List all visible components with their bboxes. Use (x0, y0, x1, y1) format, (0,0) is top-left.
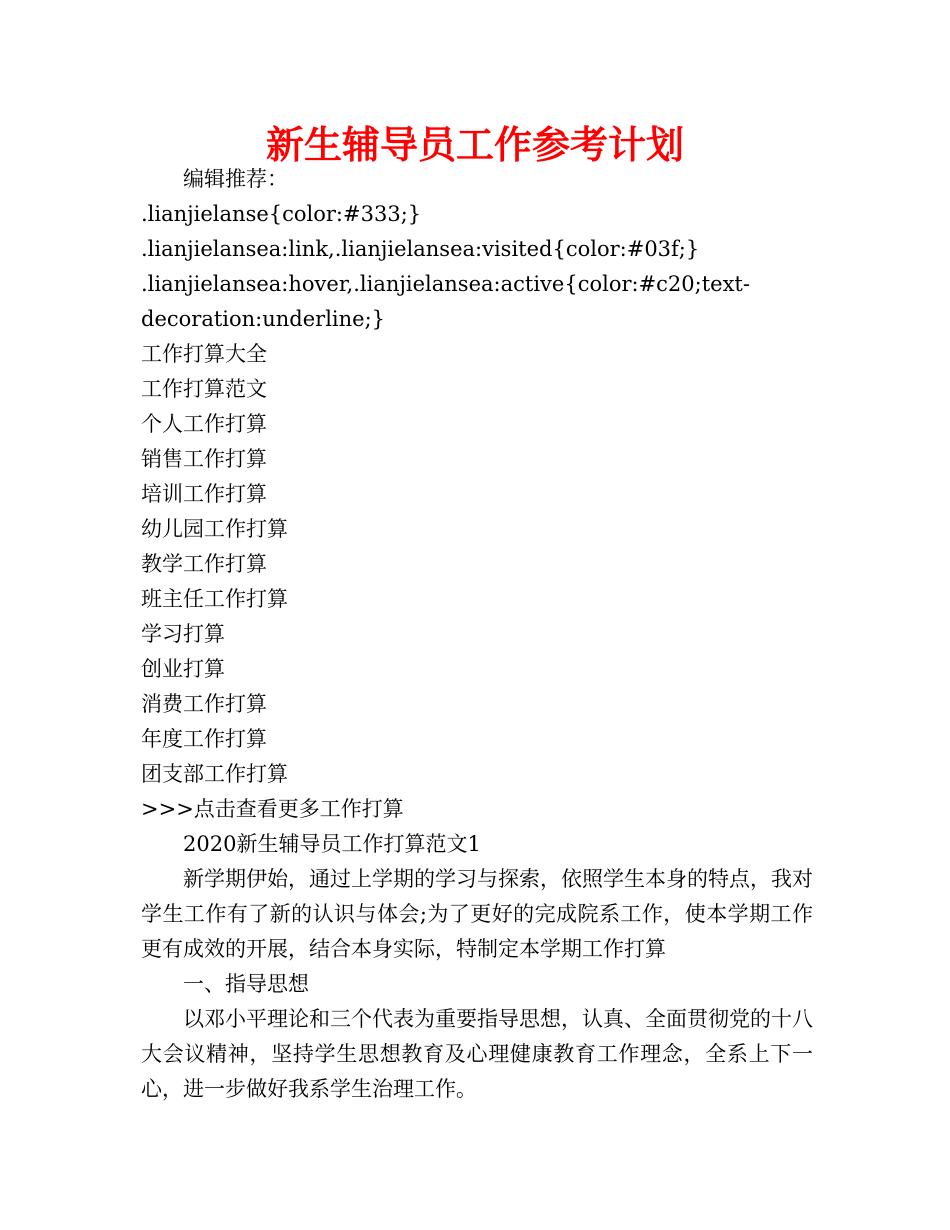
article-heading: 2020新生辅导员工作打算范文1 (183, 832, 481, 856)
link-consumer-work-plan[interactable]: 消费工作打算 (141, 692, 267, 716)
css-line: .lianjielansea:hover,.lianjielansea:active{color:#c20;text- (141, 272, 750, 296)
link-startup-plan[interactable]: 创业打算 (141, 657, 225, 681)
link-personal-work-plan[interactable]: 个人工作打算 (141, 412, 267, 436)
link-work-plan-samples[interactable]: 工作打算范文 (141, 377, 267, 401)
link-training-work-plan[interactable]: 培训工作打算 (141, 482, 267, 506)
guiding-ideology-paragraph: 以邓小平理论和三个代表为重要指导思想，认真、全面贯彻党的十八大会议精神，坚持学生思想教育及心理健康教育工作理念，全系上下一心，进一步做好我系学生治理工作。 (141, 1007, 813, 1101)
document-title: 新生辅导员工作参考计划 (265, 123, 684, 167)
link-class-teacher-work-plan[interactable]: 班主任工作打算 (141, 587, 288, 611)
link-league-branch-work-plan[interactable]: 团支部工作打算 (141, 762, 288, 786)
css-line: .lianjielanse{color:#333;} (141, 202, 422, 226)
document-body (141, 162, 813, 1107)
editor-recommend-label: 编辑推荐： (183, 167, 288, 191)
css-line: decoration:underline;} (141, 307, 386, 331)
link-teaching-work-plan[interactable]: 教学工作打算 (141, 552, 267, 576)
link-sales-work-plan[interactable]: 销售工作打算 (141, 447, 267, 471)
link-study-plan[interactable]: 学习打算 (141, 622, 225, 646)
link-work-plan-collection[interactable]: 工作打算大全 (141, 342, 267, 366)
link-kindergarten-work-plan[interactable]: 幼儿园工作打算 (141, 517, 288, 541)
section-heading-guiding-ideology: 一、指导思想 (183, 972, 309, 996)
intro-paragraph: 新学期伊始，通过上学期的学习与探索，依照学生本身的特点，我对学生工作有了新的认识与体会;为了更好的完成院系工作，使本学期工作更有成效的开展，结合本身实际，特制定本学期工作打算 (141, 867, 813, 961)
more-work-plans-link[interactable]: >>>点击查看更多工作打算 (141, 797, 404, 821)
css-line: .lianjielansea:link,.lianjielansea:visited{color:#03f;} (141, 237, 700, 261)
link-annual-work-plan[interactable]: 年度工作打算 (141, 727, 267, 751)
